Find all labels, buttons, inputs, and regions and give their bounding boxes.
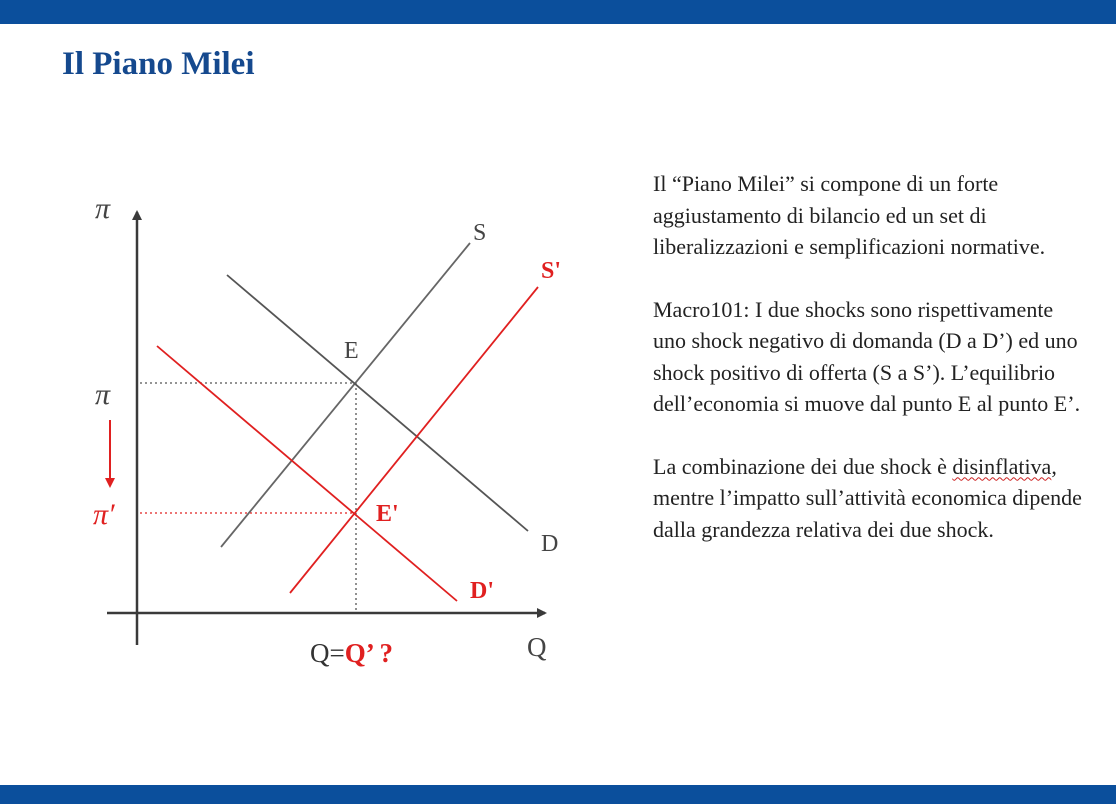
price-new-tick-label: π′ [93,498,115,531]
axis-x-label: Q [527,632,547,662]
slide-title: Il Piano Milei [62,46,255,82]
demand-label: D [541,531,559,557]
paragraph-2: Macro101: I due shocks sono rispettivamente uno shock negativo di domanda (D a D’) ed uno shock positivo di offerta (S a S’). L’equilibrio dell’economia si muove dal punto E al punto E’. [653,296,1081,416]
paragraph-1: Il “Piano Milei” si compone di un forte aggiustamento di bilancio ed un set di liberalizzazioni e semplificazioni normative. [653,171,1046,259]
supply-curve [221,243,470,547]
supply-new-curve [290,287,538,593]
quantity-new-label: Q’ ? [344,638,393,668]
quantity-label: Q=Q’ ? [310,638,393,668]
explanation-text [653,168,1083,576]
supply-label: S [473,220,487,246]
demand-new-curve [157,346,457,601]
price-tick-label: π [95,378,111,411]
supply-new-label: S' [541,258,562,284]
equilibrium-new-label: E' [376,501,399,527]
demand-new-label: D' [470,578,494,604]
spellcheck-flagged-word: disinflativa [952,453,1052,479]
demand-curve [227,275,528,531]
bottom-accent-bar [0,785,1116,804]
paragraph-3: La combinazione dei due shock è disinflativa, mentre l’impatto sull’attività economica dipende dalla grandezza relativa dei due shock. [653,453,1082,542]
axis-y-label: π [95,192,111,225]
equilibrium-label: E [344,338,359,364]
